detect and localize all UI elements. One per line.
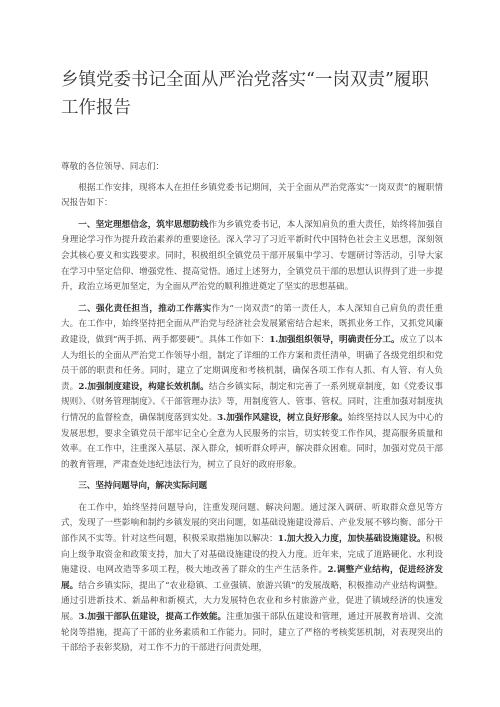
section-2-item-2-lead: 2.加强制度建设，构建长效机制。 — [78, 381, 209, 392]
salutation: 尊敬的各位领导、同志们： — [61, 162, 165, 172]
document-title: 乡镇党委书记全面从严治党落实“一岗双责”履职工作报告 — [61, 70, 429, 118]
section-3-item-3-text: 注重加强干部队伍建设和管理，通过开展教育培训、交流轮岗等措施，提高了干部的业务素质和工作能力。同时，建立了严格的考核奖惩机制，对表现突出的干部给予表彰奖励，对工作不力的干部进行问责处理， — [61, 612, 443, 654]
section-2-paragraph — [61, 302, 443, 474]
section-3-item-2-lead: 2.调整产业结构，促进经济发展。 — [61, 565, 443, 591]
section-3-item-1-lead: 1.加大投入力度，加快基础设施建设。 — [277, 534, 426, 545]
intro-paragraph: 根据工作安排，现将本人在担任乡镇党委书记期间，关于全面从严治党落实“一岗双责”的履职情况报告如下： — [61, 182, 443, 209]
section-3-item-3-lead: 3.加强干部队伍建设，提高工作效能。 — [78, 612, 227, 623]
section-2-item-3-lead: 3.加强作风建设，树立良好形象。 — [217, 412, 348, 423]
section-2-item-1-text: 成立了以本人为组长的全面从严治党工作领导小组，制定了详细的工作方案和责任清单，明确了各级党组织和党员干部的职责和任务。同时，建立了定期调度和考核机制，确保各项工作有人抓、有人管、有人负责。 — [61, 334, 443, 392]
section-3-text-1: 在工作中，始终坚持问题导向，注重发现问题、解决问题。通过深入调研、听取群众意见等方式，发现了一些影响和制约乡镇发展的突出问题，如基础设施建设滞后、产业发展不够均衡、部分干部作风不实等。针对这些问题，积极采取措施加以解决： — [61, 502, 443, 545]
section-2-lead: 二、强化责任担当，推动工作落实 — [78, 303, 212, 314]
document-body — [61, 160, 443, 657]
section-1-paragraph — [61, 218, 443, 296]
section-2-item-1-lead: 1.加强组织领导，明确责任分工。 — [269, 334, 400, 345]
section-3-paragraph — [61, 501, 443, 657]
section-3-heading: 三、坚持问题导向，解决实际问题 — [78, 481, 208, 492]
section-1-lead: 一、坚定理想信念，筑牢思想防线 — [78, 219, 209, 230]
section-3-item-2-text: 结合乡镇实际，提出了“农业稳镇、工业强镇、旅游兴镇”的发展战略，积极推动产业结构调整。通过引进新技术、新品种和新模式，大力发展特色农业和乡村旅游产业，促进了镇域经济的快速发展。 — [61, 580, 443, 623]
section-2-item-3-text: 始终坚持以人民为中心的发展思想，要求全镇党员干部牢记全心全意为人民服务的宗旨，切实转变工作作风，提高服务质量和效率。在工作中，注重深入基层、深入群众，倾听群众呼声，解决群众困难。同时，加强对党员干部的教育管理，严肃查处违纪违法行为，树立了良好的政府形象。 — [61, 412, 443, 470]
section-3-item-1-text: 积极向上级争取资金和政策支持，加大了对基础设施建设的投入力度。近年来，完成了道路硬化、水利设施建设、电网改造等多项工程，极大地改善了群众的生产生活条件。 — [61, 534, 443, 576]
section-2-text-1: 作为“一岗双责”的第一责任人，本人深知自己肩负的责任重大。在工作中，始终坚持把全面从严治党与经济社会发展紧密结合起来，既抓业务工作，又抓党风廉政建设，做到“两手抓、两手都要硬”。具体工作如下： — [61, 303, 443, 345]
section-1-text: 作为乡镇党委书记，本人深知肩负的重大责任，始终将加强自身理论学习作为提升政治素养的重要途径。深入学习了习近平新时代中国特色社会主义思想，深刻领会其核心要义和实践要求。同时，积极组织全镇党员干部开展集中学习、专题研讨等活动，引导大家在学习中坚定信仰、增强党性、提高觉悟。通过上述努力，全镇党员干部的思想认识得到了进一步提升，政治立场更加坚定，为全面从严治党的顺利推进奠定了坚实的思想基础。 — [61, 219, 443, 293]
section-2-item-2-text: 结合乡镇实际，制定和完善了一系列规章制度，如《党委议事规则》、《财务管理制度》、《干部管理办法》等，用制度管人、管事、管权。同时，注重加强对制度执行情况的监督检查，确保制度落到实处。 — [61, 381, 443, 423]
